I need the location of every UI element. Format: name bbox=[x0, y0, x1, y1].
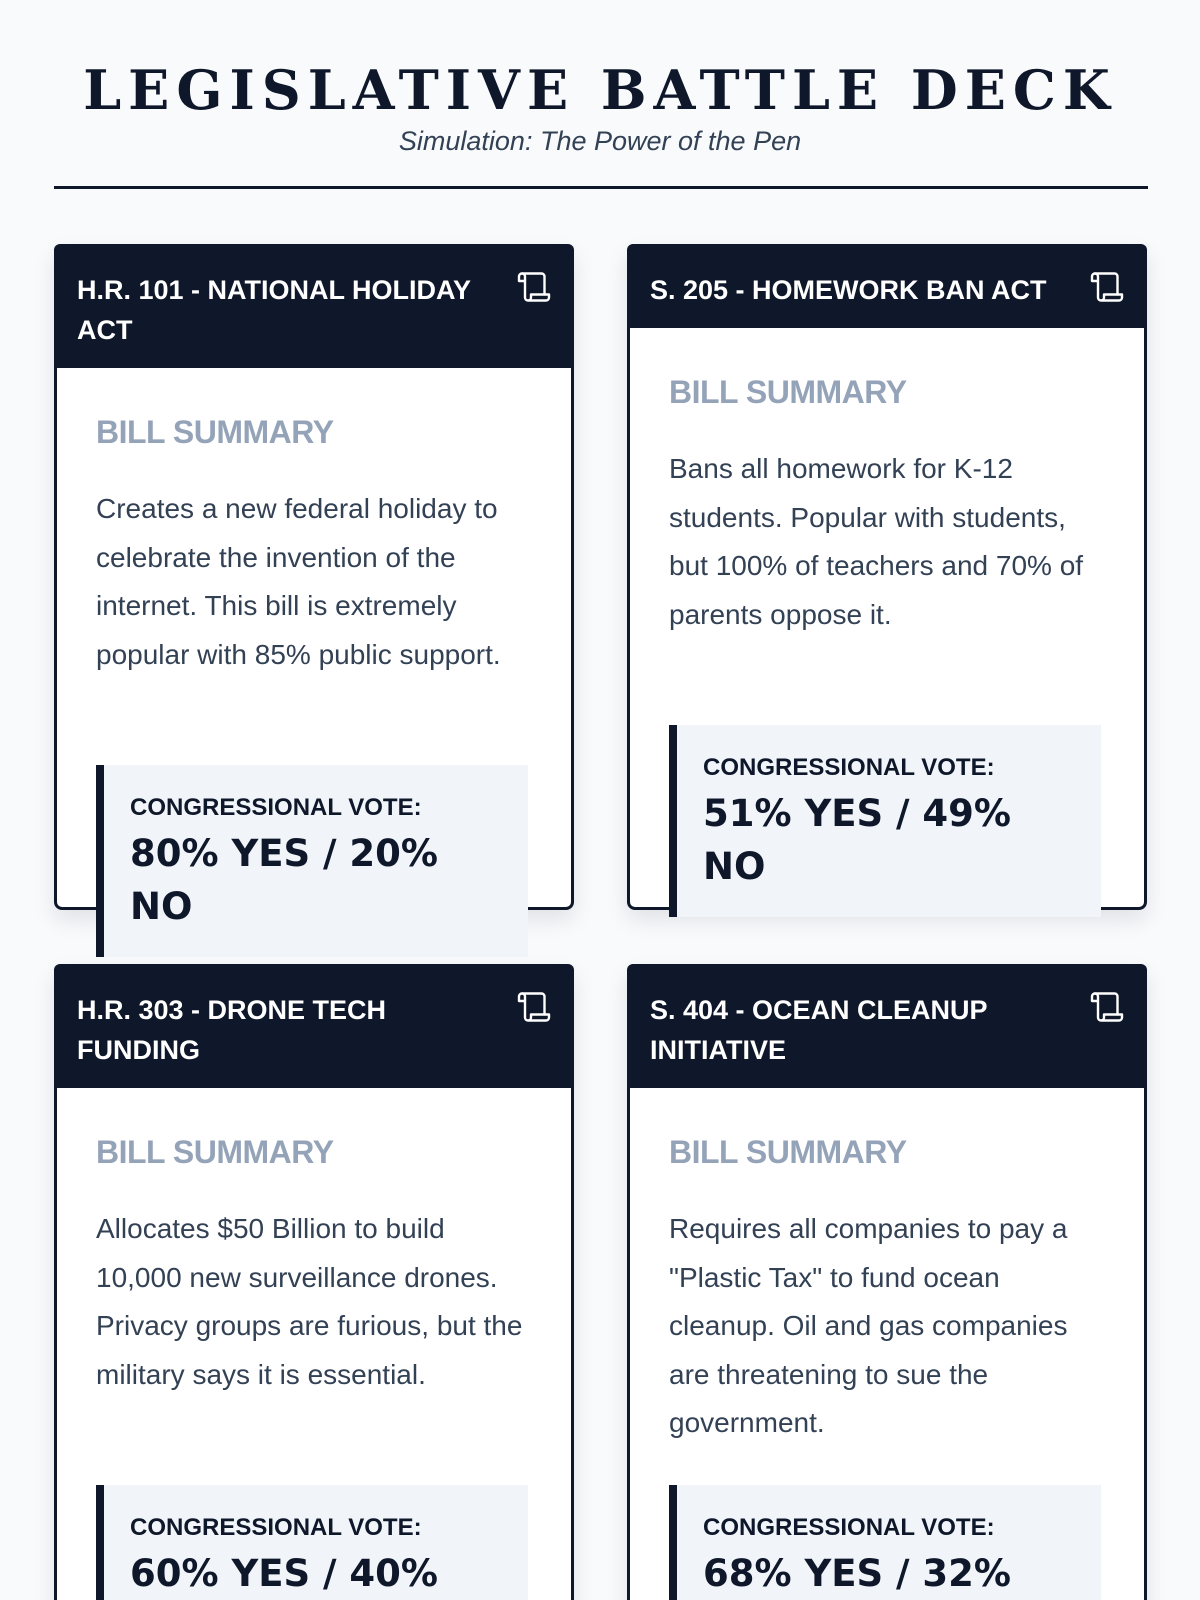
bill-title: H.R. 303 - DRONE TECH FUNDING bbox=[77, 995, 387, 1065]
bill-card-s-205[interactable] bbox=[627, 244, 1147, 910]
scroll-icon bbox=[1089, 989, 1125, 1025]
congressional-vote-box bbox=[96, 765, 528, 957]
bill-summary-text: Bans all homework for K-12 students. Popular with students, but 100% of teachers and 70% of parents oppose it. bbox=[669, 453, 1084, 630]
vote-result: 68% YES / 32% bbox=[703, 1552, 1011, 1595]
bill-summary-label: BILL SUMMARY bbox=[669, 1134, 907, 1170]
bill-card-hr-101[interactable] bbox=[54, 244, 574, 928]
bill-card-header bbox=[627, 964, 1147, 1088]
bill-summary-label: BILL SUMMARY bbox=[96, 414, 334, 450]
bill-summary-label: BILL SUMMARY bbox=[96, 1134, 334, 1170]
bill-summary-text: Creates a new federal holiday to celebrate the invention of the internet. This bill is extremely popular with 85% public support. bbox=[96, 493, 501, 670]
vote-label: CONGRESSIONAL VOTE: bbox=[703, 754, 995, 781]
header-divider bbox=[54, 186, 1148, 189]
scroll-icon bbox=[516, 989, 552, 1025]
vote-label: CONGRESSIONAL VOTE: bbox=[130, 1514, 422, 1541]
congressional-vote-box bbox=[669, 725, 1101, 917]
bill-card-header bbox=[54, 244, 574, 368]
bill-card-header bbox=[54, 964, 574, 1088]
vote-label: CONGRESSIONAL VOTE: bbox=[130, 794, 422, 821]
congressional-vote-box bbox=[669, 1485, 1101, 1600]
congressional-vote-box bbox=[96, 1485, 528, 1600]
bill-summary-label: BILL SUMMARY bbox=[669, 374, 907, 410]
scroll-icon bbox=[516, 269, 552, 305]
page-title: LEGISLATIVE BATTLE DECK bbox=[83, 58, 1117, 122]
vote-label: CONGRESSIONAL VOTE: bbox=[703, 1514, 995, 1541]
vote-result: 80% YES / 20% NO bbox=[130, 832, 438, 928]
page-subtitle: Simulation: The Power of the Pen bbox=[398, 126, 802, 156]
bill-title: S. 205 - HOMEWORK BAN ACT bbox=[650, 275, 1047, 305]
bill-title: H.R. 101 - NATIONAL HOLIDAY ACT bbox=[77, 275, 471, 345]
bill-title: S. 404 - OCEAN CLEANUP INITIATIVE bbox=[650, 995, 988, 1065]
bill-card-hr-303[interactable] bbox=[54, 964, 574, 1600]
scroll-icon bbox=[1089, 269, 1125, 305]
bill-summary-text: Allocates $50 Billion to build 10,000 new surveillance drones. Privacy groups are furious, but the military says it is essential. bbox=[96, 1213, 523, 1390]
bill-card-s-404[interactable] bbox=[627, 964, 1147, 1600]
vote-result: 51% YES / 49% NO bbox=[703, 792, 1011, 888]
bill-summary-text: Requires all companies to pay a "Plastic Tax" to fund ocean cleanup. Oil and gas companies are threatening to sue the government. bbox=[669, 1213, 1068, 1438]
bill-card-header bbox=[627, 244, 1147, 328]
vote-result: 60% YES / 40% bbox=[130, 1552, 438, 1595]
